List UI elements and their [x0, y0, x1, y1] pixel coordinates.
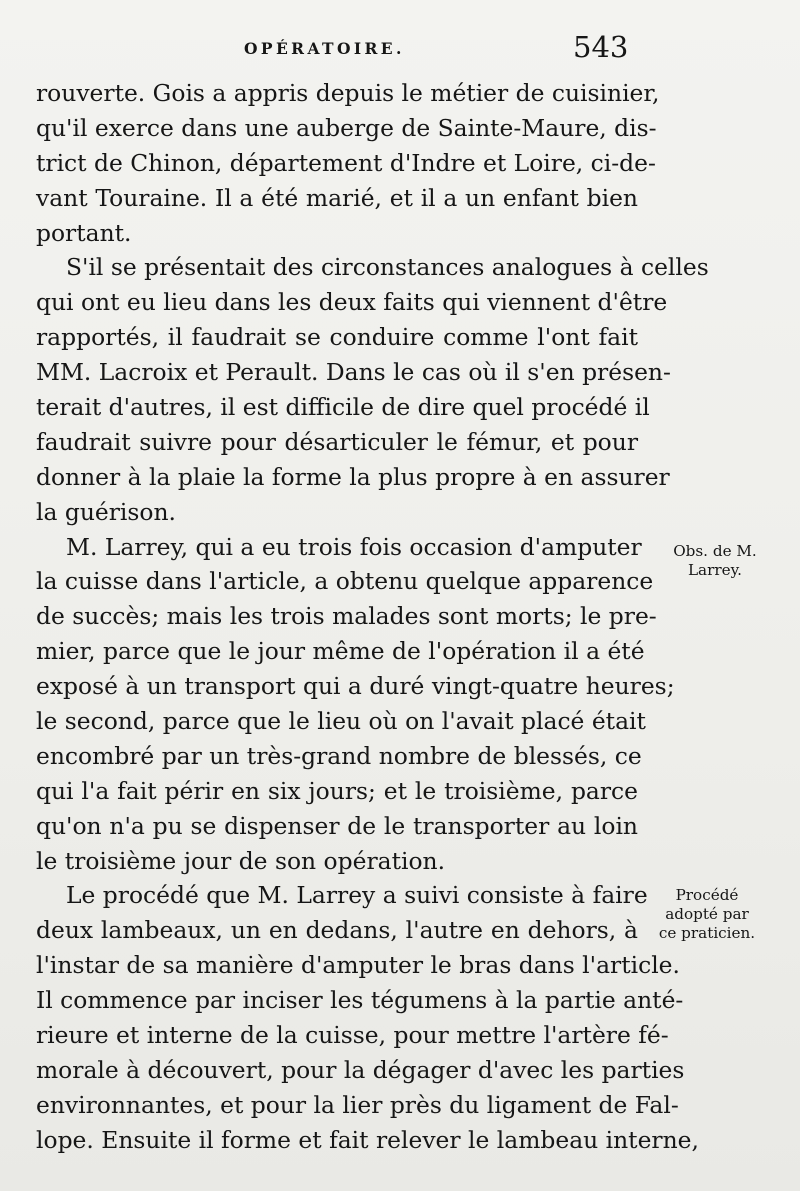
margin-note-line: ce praticien.	[658, 924, 756, 942]
text-line: morale à découvert, pour la dégager d'avec les parties	[36, 1055, 685, 1084]
text-line: encombré par un très-grand nombre de blessés, ce	[36, 741, 642, 770]
text-line: S'il se présentait des circonstances analogues à celles	[66, 253, 709, 282]
text-line: donner à la plaie la forme la plus propre à en assurer	[36, 462, 670, 491]
text-line: qui l'a fait périr en six jours; et le troisième, parce	[36, 776, 638, 805]
text-line: exposé à un transport qui a duré vingt-quatre heures;	[36, 672, 675, 701]
text-line: Le procédé que M. Larrey a suivi consiste à faire	[66, 881, 648, 910]
text-line: mier, parce que le jour même de l'opération il a été	[36, 637, 645, 666]
text-line: M. Larrey, qui a eu trois fois occasion d'amputer	[66, 532, 642, 561]
text-line: lope. Ensuite il forme et fait relever le lambeau interne,	[36, 1125, 699, 1154]
running-title: OPÉRATOIRE.	[244, 39, 405, 58]
text-line: qui ont eu lieu dans les deux faits qui viennent d'être	[36, 288, 668, 317]
margin-note-line: adopté par	[665, 905, 749, 923]
margin-note-procede	[637, 886, 777, 943]
text-line: qu'on n'a pu se dispenser de le transporter au loin	[36, 811, 638, 840]
page-number: 543	[573, 30, 629, 64]
text-line: terait d'autres, il est difficile de dire quel procédé il	[36, 393, 650, 422]
text-line: le troisième jour de son opération.	[36, 846, 446, 875]
text-line: rieure et interne de la cuisse, pour mettre l'artère fé-	[36, 1021, 669, 1050]
text-line: l'instar de sa manière d'amputer le bras dans l'article.	[36, 951, 680, 980]
running-head	[0, 22, 800, 70]
text-line: rouverte. Gois a appris depuis le métier de cuisinier,	[36, 79, 660, 107]
text-line: rapportés, il faudrait se conduire comme l'ont fait	[36, 323, 638, 352]
text-line: qu'il exerce dans une auberge de Sainte-Maure, dis-	[36, 113, 657, 142]
text-line: portant.	[36, 218, 132, 247]
text-line: deux lambeaux, un en dedans, l'autre en dehors, à	[36, 916, 638, 945]
text-line: la guérison.	[36, 497, 176, 526]
text-line: la cuisse dans l'article, a obtenu quelque apparence	[36, 567, 654, 596]
margin-note-larrey	[645, 542, 785, 580]
text-line: Il commence par inciser les tégumens à la partie anté-	[36, 986, 684, 1015]
text-line: trict de Chinon, département d'Indre et Loire, ci-de-	[36, 148, 656, 177]
text-line: de succès; mais les trois malades sont morts; le pre-	[36, 602, 657, 631]
margin-note-line: Larrey.	[687, 561, 743, 579]
margin-note-line: Procédé	[675, 886, 739, 904]
text-line: faudrait suivre pour désarticuler le fémur, et pour	[36, 427, 638, 456]
text-line: MM. Lacroix et Perault. Dans le cas où il s'en présen-	[36, 358, 671, 387]
margin-note-line: Obs. de M.	[673, 542, 757, 560]
text-line: vant Touraine. Il a été marié, et il a un enfant bien	[36, 183, 638, 212]
text-line: environnantes, et pour la lier près du ligament de Fal-	[36, 1090, 679, 1119]
text-line: le second, parce que le lieu où on l'avait placé était	[36, 707, 646, 736]
